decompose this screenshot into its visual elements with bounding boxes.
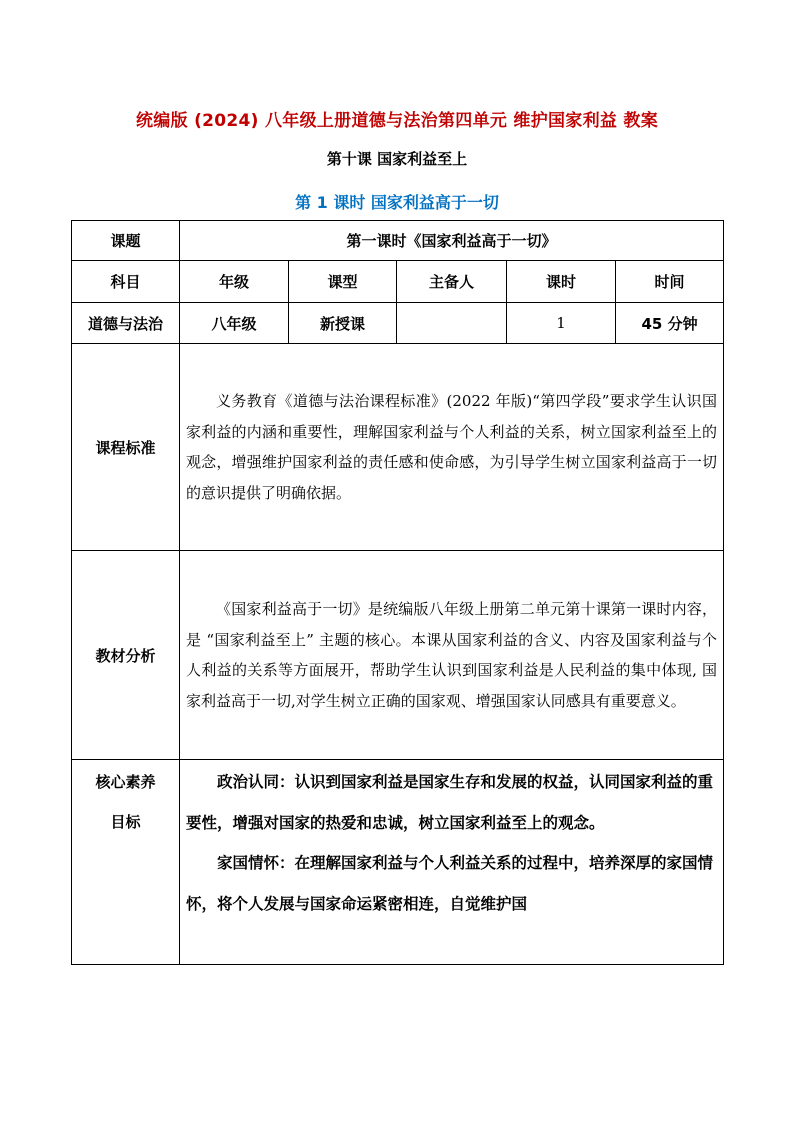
curriculum-row	[72, 344, 724, 551]
topic-row	[72, 221, 724, 261]
analysis-label: 教材分析	[72, 551, 180, 760]
core-objective-patriotism: 家国情怀：在理解国家利益与个人利益关系的过程中，培养深厚的家国情怀，将个人发展与国家命运紧密相连，自觉维护国	[186, 854, 714, 913]
header-preparer: 主备人	[397, 261, 507, 303]
header-row	[72, 261, 724, 303]
period-title: 第 1 课时 国家利益高于一切	[295, 193, 499, 212]
core-row	[72, 760, 724, 965]
header-time: 时间	[616, 261, 724, 303]
header-subject: 科目	[72, 261, 180, 303]
curriculum-text: 义务教育《道德与法治课程标准》(2022 年版)“第四学段”要求学生认识国家利益的内涵和重要性，理解国家利益与个人利益的关系，树立国家利益至上的观念，增强维护国家利益的责任感和使命感，为引导学生树立国家利益高于一切的意识提供了明确依据。	[186, 392, 718, 502]
lesson-title: 第十课 国家利益至上	[326, 150, 468, 168]
value-subject: 道德与法治	[72, 303, 180, 344]
analysis-row	[72, 551, 724, 760]
analysis-text: 《国家利益高于一切》是统编版八年级上册第二单元第十课第一课时内容，是 “国家利益至上” 主题的核心。本课从国家利益的含义、内容及国家利益与个人利益的关系等方面展开，帮助学生认识到国家利益是人民利益的集中体现, 国家利益高于一切,对学生树立正确的国家观、增强国家认同感具有重要意义。	[186, 600, 718, 710]
value-type: 新授课	[289, 303, 397, 344]
topic-value: 第一课时《国家利益高于一切》	[180, 221, 724, 261]
core-label: 核心素养目标	[95, 773, 156, 831]
value-periods: 1	[507, 303, 616, 344]
core-objective-political: 政治认同：认识到国家利益是国家生存和发展的权益，认同国家利益的重要性，增强对国家的热爱和忠诚，树立国家利益至上的观念。	[186, 773, 714, 832]
value-grade: 八年级	[180, 303, 289, 344]
header-grade: 年级	[180, 261, 289, 303]
topic-label: 课题	[72, 221, 180, 261]
header-periods: 课时	[507, 261, 616, 303]
values-row	[72, 303, 724, 344]
curriculum-label: 课程标准	[72, 344, 180, 551]
value-time: 45 分钟	[616, 303, 724, 344]
value-preparer	[397, 303, 507, 344]
lesson-plan-table	[71, 220, 724, 965]
document-title: 统编版 (2024) 八年级上册道德与法治第四单元 维护国家利益 教案	[135, 111, 659, 131]
header-type: 课型	[289, 261, 397, 303]
